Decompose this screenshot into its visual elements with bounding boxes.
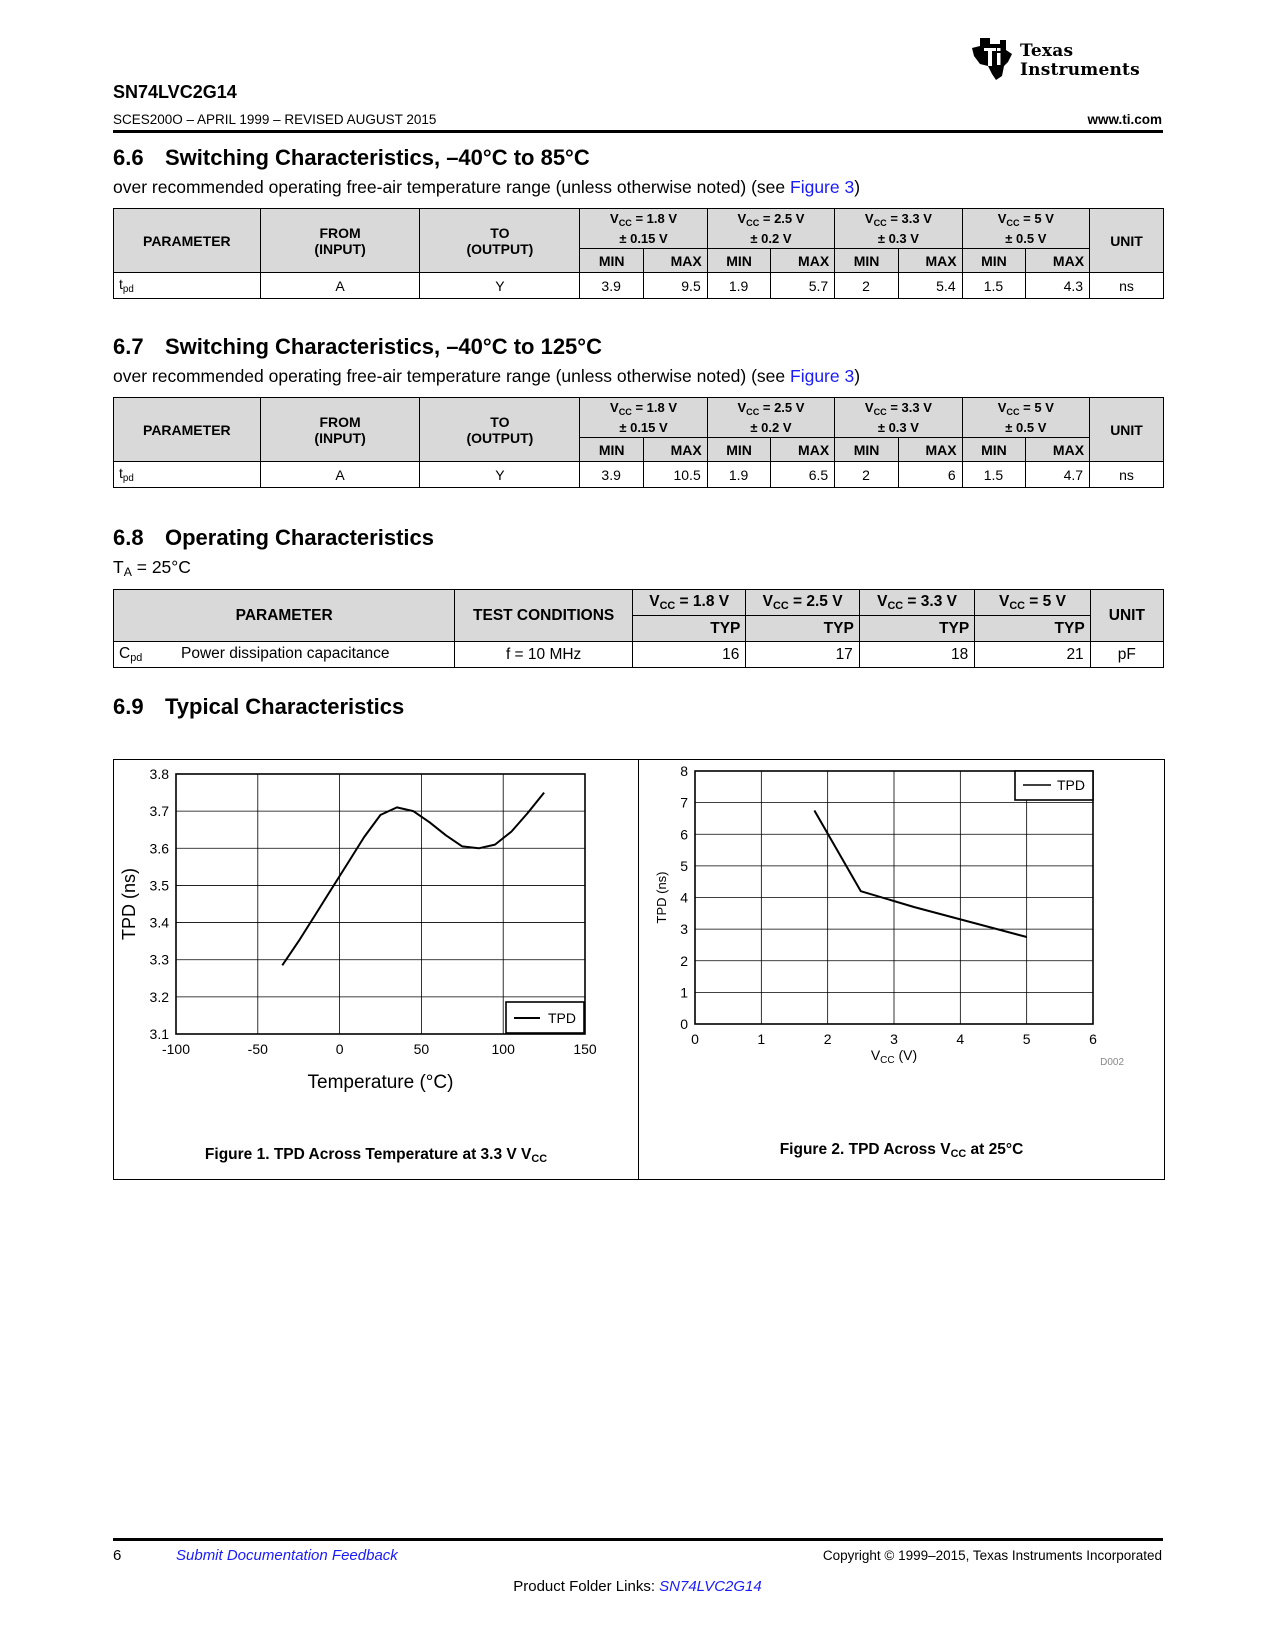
header-vcc-3-3: $V_{CC} = 3.3$ V xyxy=(859,590,974,616)
cell-value: 3.9 xyxy=(580,273,644,299)
x-tick-label: 5 xyxy=(1022,1031,1031,1047)
cell-from: A xyxy=(260,462,420,488)
x-axis-label: $V_{CC}$ (V) xyxy=(870,1047,918,1066)
plot-frame xyxy=(176,774,585,1034)
figure-1-caption: Figure 1. TPD Across Temperature at 3.3 V $V_{CC}$ xyxy=(204,1146,548,1165)
header-vcc-2-5: $V_{CC} = 2.5$ V ± 0.2 V xyxy=(707,398,834,438)
ti-wordmark xyxy=(1020,42,1140,80)
cell-value: 5.4 xyxy=(898,273,962,299)
cell-value: 1.9 xyxy=(707,273,771,299)
ti-wordmark-line1: Texas xyxy=(1020,41,1074,61)
figures-box xyxy=(113,759,1165,1180)
section-title: Switching Characteristics, –40°C to 125°C xyxy=(165,334,602,359)
footer-rule xyxy=(113,1538,1163,1541)
header-vcc-2-5: $V_{CC} = 2.5$ V ± 0.2 V xyxy=(707,209,834,249)
header-unit: UNIT xyxy=(1090,398,1164,462)
header-parameter: PARAMETER xyxy=(114,398,261,462)
cell-to: Y xyxy=(420,462,580,488)
x-tick-label: 0 xyxy=(691,1031,699,1047)
section-6-9-heading xyxy=(113,694,404,720)
section-number: 6.7 xyxy=(113,334,144,359)
header-to: TO (OUTPUT) xyxy=(420,209,580,273)
header-typ: TYP xyxy=(746,616,859,642)
x-tick-label: 2 xyxy=(823,1031,832,1047)
y-tick-label: 5 xyxy=(680,857,688,874)
copyright: Copyright © 1999–2015, Texas Instruments Incorporated xyxy=(822,1548,1162,1563)
cell-parameter xyxy=(114,642,455,668)
y-tick-label: 6 xyxy=(680,826,688,843)
y-tick-label: 8 xyxy=(680,763,688,779)
header-max: MAX xyxy=(1026,438,1090,462)
figure-id: D002 xyxy=(1100,1057,1124,1068)
x-tick-label: 4 xyxy=(956,1031,965,1047)
section-6-8-heading xyxy=(113,525,434,551)
ti-state-icon xyxy=(970,36,1014,82)
cell-parameter: $t_{pd}$ xyxy=(114,462,261,488)
x-axis-label: Temperature (°C) xyxy=(307,1072,454,1093)
y-tick-label: 2 xyxy=(680,952,688,969)
y-tick-label: 1 xyxy=(680,984,688,1001)
page-number: 6 xyxy=(113,1547,122,1564)
cell-value: 1.9 xyxy=(707,462,771,488)
header-unit: UNIT xyxy=(1090,209,1164,273)
header-from: FROM (INPUT) xyxy=(260,209,420,273)
switching-table-125 xyxy=(113,397,1164,488)
table-row xyxy=(114,462,1164,488)
header-vcc-5: $V_{CC} = 5$ V ± 0.5 V xyxy=(962,209,1089,249)
y-axis-label: TPD (ns) xyxy=(119,868,139,940)
product-folder-link[interactable]: SN74LVC2G14 xyxy=(659,1578,762,1595)
header-parameter: PARAMETER xyxy=(114,209,261,273)
cell-test-condition: f = 10 MHz xyxy=(455,642,633,668)
cell-value: 2 xyxy=(835,273,899,299)
cell-value: 4.3 xyxy=(1026,273,1090,299)
y-tick-label: 3.3 xyxy=(149,951,169,968)
header-website[interactable]: www.ti.com xyxy=(1087,112,1162,127)
legend-label-tpd: TPD xyxy=(548,1010,576,1026)
header-unit: UNIT xyxy=(1090,590,1163,642)
y-axis-label: TPD (ns) xyxy=(654,871,669,924)
header-min: MIN xyxy=(707,249,771,273)
figure-2-chart xyxy=(639,760,1164,1140)
header-vcc-1-8: $V_{CC} = 1.8$ V ± 0.15 V xyxy=(580,209,707,249)
cell-value: 6 xyxy=(898,462,962,488)
cell-value: 10.5 xyxy=(644,462,708,488)
y-tick-label: 4 xyxy=(680,889,688,906)
series-line-tpd xyxy=(282,793,544,966)
cell-value: 1.5 xyxy=(962,273,1026,299)
y-tick-label: 7 xyxy=(680,794,688,811)
section-6-8-conditions: $T_A = 25^\circ C$ xyxy=(113,557,191,579)
section-6-7-conditions xyxy=(113,366,860,387)
header-min: MIN xyxy=(707,438,771,462)
ti-wordmark-line2: Instruments xyxy=(1020,60,1140,80)
header-max: MAX xyxy=(1026,249,1090,273)
header-vcc-1-8: $V_{CC} = 1.8$ V xyxy=(632,590,745,616)
section-6-7-heading xyxy=(113,334,602,360)
section-title: Typical Characteristics xyxy=(165,694,405,719)
section-number: 6.6 xyxy=(113,145,144,170)
figure-3-link[interactable]: Figure 3 xyxy=(790,366,855,386)
y-tick-label: 3.7 xyxy=(149,803,169,820)
header-part-number: SN74LVC2G14 xyxy=(113,82,237,102)
header-vcc-1-8: $V_{CC} = 1.8$ V ± 0.15 V xyxy=(580,398,707,438)
header-typ: TYP xyxy=(859,616,974,642)
legend-label-tpd: TPD xyxy=(1057,777,1085,793)
y-tick-label: 0 xyxy=(680,1016,688,1032)
header-max: MAX xyxy=(771,438,835,462)
cell-value: 4.7 xyxy=(1026,462,1090,488)
figure-2-caption: Figure 2. TPD Across $V_{CC}$ at 25°C xyxy=(779,1141,1024,1160)
x-tick-label: 1 xyxy=(757,1031,766,1047)
figure-1-chart xyxy=(114,760,638,1140)
header-min: MIN xyxy=(962,249,1026,273)
header-min: MIN xyxy=(835,249,899,273)
operating-table xyxy=(113,589,1164,668)
cell-value: 9.5 xyxy=(644,273,708,299)
cell-value: 3.9 xyxy=(580,462,644,488)
x-tick-label: 50 xyxy=(413,1041,430,1057)
header-parameter: PARAMETER xyxy=(114,590,455,642)
y-tick-label: 3.2 xyxy=(149,988,169,1005)
header-min: MIN xyxy=(962,438,1026,462)
cell-value: 2 xyxy=(835,462,899,488)
section-title: Switching Characteristics, –40°C to 85°C xyxy=(165,145,590,170)
header-max: MAX xyxy=(898,438,962,462)
table-row xyxy=(114,273,1164,299)
header-max: MAX xyxy=(644,438,708,462)
x-tick-label: 6 xyxy=(1089,1031,1097,1047)
conditions-suffix: ) xyxy=(854,177,861,197)
series-line-tpd xyxy=(814,811,1026,938)
y-tick-label: 3.6 xyxy=(149,840,169,857)
x-tick-label: 0 xyxy=(335,1041,344,1057)
header-test-conditions: TEST CONDITIONS xyxy=(455,590,633,642)
submit-feedback-link[interactable]: Submit Documentation Feedback xyxy=(176,1547,398,1564)
y-tick-label: 3.5 xyxy=(149,877,169,894)
ti-logo xyxy=(970,36,1165,86)
param-description: Power dissipation capacitance xyxy=(181,645,390,662)
cell-value: 21 xyxy=(975,642,1090,668)
cell-unit: ns xyxy=(1090,273,1164,299)
table-row xyxy=(114,642,1164,668)
cell-value: 5.7 xyxy=(771,273,835,299)
y-tick-label: 3.4 xyxy=(149,914,169,931)
product-folder-links xyxy=(0,1578,1275,1595)
product-links-label: Product Folder Links: xyxy=(513,1578,660,1595)
cell-parameter: $t_{pd}$ xyxy=(114,273,261,299)
section-number: 6.9 xyxy=(113,694,144,719)
header-vcc-3-3: $V_{CC} = 3.3$ V ± 0.3 V xyxy=(835,398,962,438)
y-tick-label: 3.8 xyxy=(149,766,169,782)
x-tick-label: 100 xyxy=(491,1041,515,1057)
conditions-text: over recommended operating free-air temperature range (unless otherwise noted) (see xyxy=(113,366,791,386)
x-tick-label: -50 xyxy=(247,1041,268,1057)
cell-value: 18 xyxy=(859,642,974,668)
header-max: MAX xyxy=(644,249,708,273)
header-max: MAX xyxy=(898,249,962,273)
cell-value: 16 xyxy=(632,642,745,668)
section-title: Operating Characteristics xyxy=(165,525,434,550)
header-min: MIN xyxy=(835,438,899,462)
header-rule xyxy=(113,130,1163,133)
x-tick-label: 3 xyxy=(890,1031,898,1047)
cell-value: 6.5 xyxy=(771,462,835,488)
header-typ: TYP xyxy=(632,616,745,642)
figure-3-link[interactable]: Figure 3 xyxy=(790,177,855,197)
conditions-suffix: ) xyxy=(854,366,861,386)
header-doc-id: SCES200O – APRIL 1999 – REVISED AUGUST 2015 xyxy=(113,112,437,127)
section-6-6-conditions xyxy=(113,177,860,198)
header-vcc-5: $V_{CC} = 5$ V ± 0.5 V xyxy=(962,398,1089,438)
cell-to: Y xyxy=(420,273,580,299)
header-to: TO (OUTPUT) xyxy=(420,398,580,462)
header-min: MIN xyxy=(580,249,644,273)
header-typ: TYP xyxy=(975,616,1090,642)
header-vcc-3-3: $V_{CC} = 3.3$ V ± 0.3 V xyxy=(835,209,962,249)
conditions-text: over recommended operating free-air temperature range (unless otherwise noted) (see xyxy=(113,177,791,197)
header-max: MAX xyxy=(771,249,835,273)
cell-unit: ns xyxy=(1090,462,1164,488)
y-tick-label: 3.1 xyxy=(149,1026,169,1042)
x-tick-label: -100 xyxy=(161,1041,191,1057)
header-vcc-5: $V_{CC} = 5$ V xyxy=(975,590,1090,616)
section-number: 6.8 xyxy=(113,525,144,550)
cell-value: 1.5 xyxy=(962,462,1026,488)
cell-value: 17 xyxy=(746,642,859,668)
header-from: FROM (INPUT) xyxy=(260,398,420,462)
header-min: MIN xyxy=(580,438,644,462)
header-vcc-2-5: $V_{CC} = 2.5$ V xyxy=(746,590,859,616)
param-symbol: $C_{pd}$ xyxy=(119,645,143,664)
section-6-6-heading xyxy=(113,145,590,171)
y-tick-label: 3 xyxy=(680,921,688,938)
x-tick-label: 150 xyxy=(573,1041,597,1057)
cell-unit: pF xyxy=(1090,642,1163,668)
switching-table-85 xyxy=(113,208,1164,299)
cell-from: A xyxy=(260,273,420,299)
